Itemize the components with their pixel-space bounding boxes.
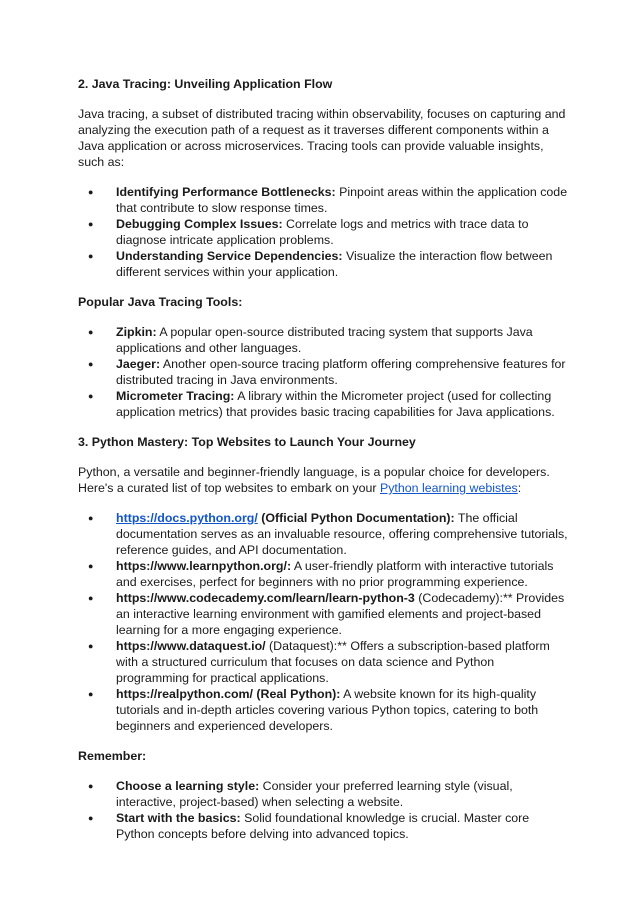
bullet-title: Micrometer Tracing: xyxy=(116,389,235,403)
bullet-text: The official documentation serves as an invaluable resource, offering comprehensive tutorials, reference guides, and API documentation. xyxy=(116,511,568,557)
intro-text-end: : xyxy=(517,481,522,495)
tracing-tools-list xyxy=(78,324,568,420)
bullet-title: Understanding Service Dependencies: xyxy=(116,249,343,263)
list-item xyxy=(78,590,568,638)
section-heading-java-tracing: 2. Java Tracing: Unveiling Application Flow xyxy=(78,77,333,91)
list-item xyxy=(78,510,568,558)
bullet-text: Another open-source tracing platform offering comprehensive features for distributed tracing in Java environments. xyxy=(116,357,566,387)
list-item xyxy=(78,778,568,810)
bullet-text: Solid foundational knowledge is crucial. Master core Python concepts before delving into advanced topics. xyxy=(116,811,530,841)
list-item xyxy=(78,324,568,356)
docs-python-link[interactable]: https://docs.python.org/ xyxy=(116,511,258,525)
bullet-title: https://www.codecademy.com/learn/learn-python-3 xyxy=(116,591,415,605)
list-item xyxy=(78,216,568,248)
bullet-text: (Codecademy):** Provides an interactive learning environment with gamified elements and project-based learning for a more engaging experience. xyxy=(116,591,565,637)
bullet-title: Jaeger: xyxy=(116,357,161,371)
bullet-title: Zipkin: xyxy=(116,325,157,339)
bullet-text: Pinpoint areas within the application code that contribute to slow response times. xyxy=(116,185,568,215)
list-item xyxy=(78,388,568,420)
python-websites-list xyxy=(78,510,568,734)
python-intro xyxy=(78,464,568,496)
bullet-title: Debugging Complex Issues: xyxy=(116,217,283,231)
list-item xyxy=(78,638,568,686)
list-item xyxy=(78,248,568,280)
bullet-title: https://realpython.com/ (Real Python): xyxy=(116,687,341,701)
bullet-text: A popular open-source distributed tracing system that supports Java applications and other languages. xyxy=(116,325,533,355)
list-item xyxy=(78,356,568,388)
bullet-title: Choose a learning style: xyxy=(116,779,260,793)
section-heading-tracing-tools: Popular Java Tracing Tools: xyxy=(78,295,243,309)
list-item xyxy=(78,686,568,734)
java-tracing-benefits-list xyxy=(78,184,568,280)
java-tracing-intro: Java tracing, a subset of distributed tracing within observability, focuses on capturing and analyzing the execution path of a request as it traverses different components within a Java application or across microservices. Tracing tools can provide valuable insights, such as: xyxy=(78,107,566,169)
bullet-text: A library within the Micrometer project (used for collecting application metrics) that provides basic tracing capabilities for Java applications. xyxy=(116,389,555,419)
bullet-text: Correlate logs and metrics with trace data to diagnose intricate application problems. xyxy=(116,217,529,247)
list-item xyxy=(78,184,568,216)
bullet-title: Identifying Performance Bottlenecks: xyxy=(116,185,336,199)
bullet-text: A user-friendly platform with interactive tutorials and exercises, perfect for beginners with no prior programming experience. xyxy=(116,559,554,589)
remember-list xyxy=(78,778,568,842)
bullet-title: https://www.dataquest.io/ xyxy=(116,639,266,653)
section-heading-python-mastery: 3. Python Mastery: Top Websites to Launch Your Journey xyxy=(78,435,416,449)
section-heading-remember: Remember: xyxy=(78,749,147,763)
bullet-text: (Dataquest):** Offers a subscription-based platform with a structured curriculum that focuses on data science and Python programming for practical applications. xyxy=(116,639,550,685)
bullet-text: A website known for its high-quality tutorials and in-depth articles covering various Python topics, catering to both beginners and experienced developers. xyxy=(116,687,539,733)
bullet-title: (Official Python Documentation): xyxy=(257,511,455,525)
python-learning-websites-link[interactable]: Python learning webistes xyxy=(379,481,518,495)
intro-text: Python, a versatile and beginner-friendly language, is a popular choice for developers. Here's a curated list of top websites to embark on your xyxy=(78,465,550,495)
bullet-title: Start with the basics: xyxy=(116,811,241,825)
list-item xyxy=(78,558,568,590)
bullet-title: https://www.learnpython.org/: xyxy=(116,559,292,573)
list-item xyxy=(78,810,568,842)
bullet-text: Consider your preferred learning style (visual, interactive, project-based) when selecting a website. xyxy=(116,779,513,809)
bullet-text: Visualize the interaction flow between different services within your application. xyxy=(116,249,553,279)
